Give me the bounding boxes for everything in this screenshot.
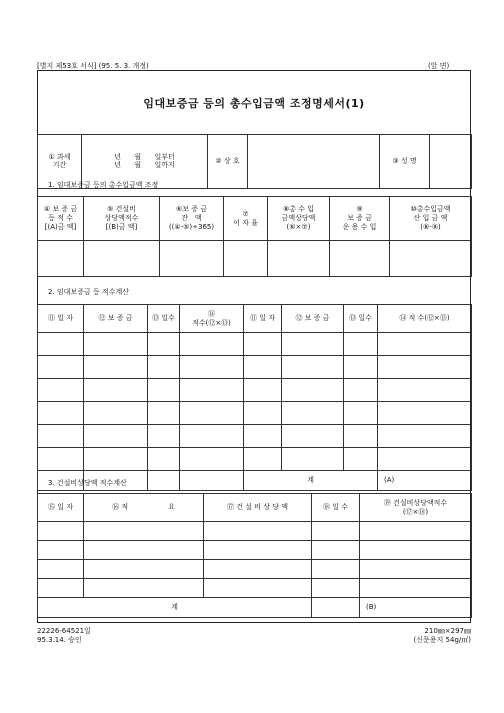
table-row xyxy=(38,579,472,598)
s2-cell[interactable] xyxy=(180,448,244,471)
s2-col-deposit-2: ⑫ 보 증 금 xyxy=(282,305,344,333)
s2-cell[interactable] xyxy=(282,333,344,356)
s2-cell[interactable] xyxy=(282,356,344,379)
s2-cell[interactable] xyxy=(282,425,344,448)
s1-cell[interactable] xyxy=(330,241,390,277)
s3-cell[interactable] xyxy=(312,560,360,579)
s1-col-deposit-accum: ④ 보 증 금 등 적 수 [(A)금 액] xyxy=(38,197,84,241)
s1-cell[interactable] xyxy=(268,241,330,277)
section-1-table xyxy=(37,196,472,277)
table-row xyxy=(38,402,472,425)
s1-cell[interactable] xyxy=(224,241,268,277)
s2-cell[interactable] xyxy=(84,402,148,425)
s3-cell[interactable] xyxy=(38,522,84,541)
section-3-heading: 3. 건설비상당액 적수계산 xyxy=(48,479,127,487)
s1-col-construction-accum: ⑤ 건설비 상당액적수 [(B)금 액] xyxy=(84,197,160,241)
s2-cell[interactable] xyxy=(244,356,282,379)
s2-cell[interactable] xyxy=(84,356,148,379)
tax-period-label: ① 과세 기간 xyxy=(38,135,82,189)
company-name-field[interactable] xyxy=(248,135,380,189)
s2-cell[interactable] xyxy=(344,356,378,379)
s2-cell[interactable] xyxy=(378,356,472,379)
s2-cell[interactable] xyxy=(244,448,282,471)
s2-cell[interactable] xyxy=(244,333,282,356)
page-side-label: (앞 면) xyxy=(428,62,450,70)
s2-cell[interactable] xyxy=(244,425,282,448)
s3-cell[interactable] xyxy=(312,579,360,598)
s2-cell[interactable] xyxy=(378,379,472,402)
s1-cell[interactable] xyxy=(390,241,472,277)
s2-cell[interactable] xyxy=(244,379,282,402)
s1-col-deposit-balance: ⑥보 증 금 잔 액 ((④-⑤)÷365) xyxy=(160,197,224,241)
s3-total-label: 계 xyxy=(38,598,312,618)
s3-cell[interactable] xyxy=(204,560,312,579)
person-name-field[interactable] xyxy=(430,135,472,189)
s2-col-date: ⑪ 일 자 xyxy=(38,305,84,333)
form-title: 임대보증금 등의 총수입금액 조정명세서(1) xyxy=(143,97,365,110)
s3-cell[interactable] xyxy=(204,579,312,598)
table-row xyxy=(38,560,472,579)
s2-cell[interactable] xyxy=(378,333,472,356)
s2-cell[interactable] xyxy=(148,402,180,425)
section-1-heading: 1. 임대보증금 등의 총수입금액 조정 xyxy=(48,181,159,189)
s1-col-included-amount: ⑩총수입금액 산 입 금 액 (⑧-⑨) xyxy=(390,197,472,241)
s2-cell[interactable] xyxy=(344,448,378,471)
section-2-heading: 2. 임대보증금 등 적수계산 xyxy=(48,288,129,296)
s1-col-interest-rate: ⑦ 이 자 율 xyxy=(224,197,268,241)
s3-cell[interactable] xyxy=(204,541,312,560)
s2-cell[interactable] xyxy=(180,379,244,402)
s3-col-description: ⑯ 적 요 xyxy=(84,494,204,522)
s2-col-accum: ⑭ 적수(⑫×⑬) xyxy=(180,305,244,333)
s2-total-label: 계 xyxy=(244,471,378,491)
s2-cell[interactable] xyxy=(148,333,180,356)
s2-cell[interactable] xyxy=(38,425,84,448)
s2-cell[interactable] xyxy=(148,448,180,471)
s3-cell[interactable] xyxy=(312,598,360,618)
s1-cell[interactable] xyxy=(84,241,160,277)
s2-cell[interactable] xyxy=(148,425,180,448)
s2-col-deposit: ⑫ 보 증 금 xyxy=(84,305,148,333)
s2-cell[interactable] xyxy=(38,379,84,402)
s3-col-construction-cost: ⑰ 건 설 비 상 당 액 xyxy=(204,494,312,522)
s2-cell[interactable] xyxy=(344,402,378,425)
s1-col-deposit-income: ⑨ 보 증 금 운 용 수 입 xyxy=(330,197,390,241)
approval-date: 95.3.14. 승인 xyxy=(37,636,82,644)
company-name-label: ② 상 호 xyxy=(208,135,248,189)
s2-cell[interactable] xyxy=(378,402,472,425)
table-row xyxy=(38,522,472,541)
s2-cell[interactable] xyxy=(38,356,84,379)
table-row xyxy=(38,425,472,448)
s2-col-days-2: ⑬ 일수 xyxy=(344,305,378,333)
s2-cell[interactable] xyxy=(84,379,148,402)
s2-cell[interactable] xyxy=(282,402,344,425)
s2-total-value[interactable]: (A) xyxy=(378,471,472,491)
s2-cell[interactable] xyxy=(344,425,378,448)
s3-cell[interactable] xyxy=(360,579,472,598)
s2-cell[interactable] xyxy=(38,333,84,356)
s2-cell[interactable] xyxy=(180,356,244,379)
s2-col-accum-2: ⑭ 적 수(⑫×⑬) xyxy=(378,305,472,333)
s3-cell[interactable] xyxy=(38,579,84,598)
s2-cell[interactable] xyxy=(180,402,244,425)
s2-col-date-2: ⑪ 일 자 xyxy=(244,305,282,333)
s2-cell[interactable] xyxy=(282,379,344,402)
s2-cell[interactable] xyxy=(180,471,244,491)
s2-cell[interactable] xyxy=(84,333,148,356)
person-name-label: ③ 성 명 xyxy=(380,135,430,189)
s2-cell[interactable] xyxy=(84,448,148,471)
s2-cell[interactable] xyxy=(148,471,180,491)
s3-cell[interactable] xyxy=(360,560,472,579)
s2-cell[interactable] xyxy=(180,425,244,448)
s3-cell[interactable] xyxy=(84,541,204,560)
s2-cell[interactable] xyxy=(244,402,282,425)
s3-cell[interactable] xyxy=(84,579,204,598)
s2-cell[interactable] xyxy=(282,448,344,471)
s1-cell[interactable] xyxy=(160,241,224,277)
s3-cell[interactable] xyxy=(360,522,472,541)
s3-cell[interactable] xyxy=(204,522,312,541)
form-code: 22226-64521일 xyxy=(37,627,91,635)
table-row xyxy=(38,448,472,471)
s3-cell[interactable] xyxy=(312,522,360,541)
s3-col-date: ⑮ 일 자 xyxy=(38,494,84,522)
s3-cell[interactable] xyxy=(360,541,472,560)
s3-cell[interactable] xyxy=(84,522,204,541)
s2-cell[interactable] xyxy=(378,448,472,471)
s3-col-accum: ⑲ 건설비상당액적수 (⑰×⑱) xyxy=(360,494,472,522)
tax-period-dates: 년 월 일부터 년 월 일까지 xyxy=(82,135,208,189)
s3-total-value[interactable]: (B) xyxy=(360,598,472,618)
section-3-table xyxy=(37,493,472,618)
table-row xyxy=(38,541,472,560)
section-2-table xyxy=(37,304,472,491)
table-row xyxy=(38,333,472,356)
table-row xyxy=(38,379,472,402)
s2-cell[interactable] xyxy=(344,379,378,402)
table-row xyxy=(38,356,472,379)
s1-cell[interactable] xyxy=(38,241,84,277)
paper-size: 210㎜×297㎜ xyxy=(424,627,471,635)
s2-cell[interactable] xyxy=(148,379,180,402)
s2-cell[interactable] xyxy=(378,425,472,448)
s2-cell[interactable] xyxy=(180,333,244,356)
s3-cell[interactable] xyxy=(84,560,204,579)
s3-cell[interactable] xyxy=(38,541,84,560)
s2-cell[interactable] xyxy=(38,402,84,425)
s2-cell[interactable] xyxy=(344,333,378,356)
s2-cell[interactable] xyxy=(84,425,148,448)
form-reference: [별지 제53호 서식] (95. 5. 3. 개정) xyxy=(37,62,149,70)
s3-cell[interactable] xyxy=(312,541,360,560)
paper-type: (신문용지 54g/㎡) xyxy=(413,636,471,644)
s1-col-total-income-equiv: ⑧총 수 입 금액상당액 (⑥×⑦) xyxy=(268,197,330,241)
s2-cell[interactable] xyxy=(38,448,84,471)
s2-cell[interactable] xyxy=(148,356,180,379)
s3-total-row xyxy=(38,598,472,618)
s3-cell[interactable] xyxy=(38,560,84,579)
s3-col-days: ⑱ 일 수 xyxy=(312,494,360,522)
s2-col-days: ⑬ 일수 xyxy=(148,305,180,333)
